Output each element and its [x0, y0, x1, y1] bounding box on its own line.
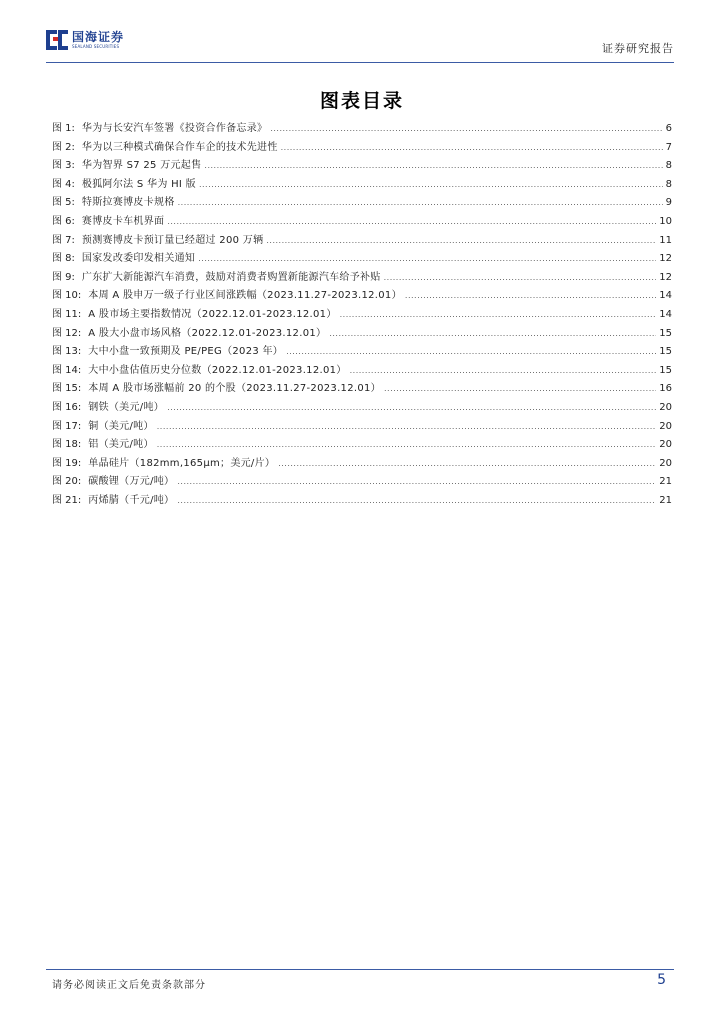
toc-figure-number: 图 8:	[52, 253, 75, 265]
toc-figure-number: 图 20:	[52, 476, 82, 488]
company-logo	[46, 28, 124, 52]
toc-dot-leader	[384, 269, 657, 288]
toc-dot-leader	[198, 250, 656, 269]
toc-page-number: 21	[659, 494, 672, 506]
toc-figure-title: 铝（美元/吨）	[88, 439, 154, 451]
toc-figure-number: 图 3:	[52, 160, 75, 172]
toc-page-number: 8	[665, 178, 672, 190]
toc-dot-leader	[177, 473, 656, 492]
toc-dot-leader	[340, 306, 657, 325]
toc-page-number: 8	[665, 160, 672, 172]
toc-dot-leader	[157, 418, 657, 437]
toc-page-number: 12	[659, 271, 672, 283]
toc-dot-leader	[281, 139, 663, 158]
toc-entry[interactable]	[52, 250, 672, 269]
toc-dot-leader	[204, 157, 662, 176]
toc-figure-number: 图 14:	[52, 364, 82, 376]
toc-figure-title: 特斯拉赛博皮卡规格	[81, 197, 175, 209]
toc-dot-leader	[177, 492, 656, 511]
toc-entry[interactable]	[52, 325, 672, 344]
toc-figure-title: 铜（美元/吨）	[88, 420, 154, 432]
toc-figure-title: 单晶硅片（182mm,165μm；美元/片）	[88, 457, 276, 469]
toc-figure-number: 图 4:	[52, 178, 75, 190]
toc-figure-number: 图 16:	[52, 401, 82, 413]
toc-figure-number: 图 19:	[52, 457, 82, 469]
toc-dot-leader	[266, 232, 656, 251]
toc-figure-number: 图 13:	[52, 346, 82, 358]
toc-dot-leader	[167, 213, 656, 232]
toc-figure-title: 广东扩大新能源汽车消费，鼓励对消费者购置新能源汽车给予补贴	[81, 271, 381, 283]
toc-figure-title: 预测赛博皮卡预订量已经超过 200 万辆	[81, 234, 264, 246]
toc-figure-number: 图 5:	[52, 197, 75, 209]
toc-page-number: 14	[659, 290, 672, 302]
toc-figure-number: 图 10:	[52, 290, 82, 302]
toc-entry[interactable]	[52, 157, 672, 176]
disclaimer-note: 请务必阅读正文后免责条款部分	[52, 980, 206, 991]
toc-page-number: 15	[659, 327, 672, 339]
toc-page-number: 20	[659, 420, 672, 432]
toc-figure-number: 图 1:	[52, 123, 75, 134]
toc-figure-title: A 股大小盘市场风格（2022.12.01-2023.12.01）	[88, 327, 327, 339]
toc-dot-leader	[178, 194, 663, 213]
toc-entry[interactable]	[52, 362, 672, 381]
toc-page-number: 20	[659, 401, 672, 413]
toc-entry[interactable]	[52, 418, 672, 437]
toc-figure-title: 赛博皮卡车机界面	[81, 215, 165, 227]
toc-figure-number: 图 12:	[52, 327, 82, 339]
toc-page-number: 9	[665, 197, 672, 209]
toc-dot-leader	[199, 176, 663, 195]
toc-page-number: 21	[659, 476, 672, 488]
toc-figure-title: 华为以三种模式确保合作车企的技术先进性	[81, 141, 278, 153]
toc-entry[interactable]	[52, 194, 672, 213]
toc-figure-title: 碳酸锂（万元/吨）	[88, 476, 175, 488]
toc-figure-title: 华为智界 S7 25 万元起售	[81, 160, 202, 172]
toc-entry[interactable]	[52, 455, 672, 474]
logo-chinese-name: 国海证券	[72, 30, 125, 44]
toc-page-number: 15	[659, 364, 672, 376]
toc-figure-title: 大中小盘估值历史分位数（2022.12.01-2023.12.01）	[88, 364, 347, 376]
toc-dot-leader	[329, 325, 656, 344]
figure-table-of-contents	[52, 120, 672, 510]
toc-entry[interactable]	[52, 176, 672, 195]
toc-entry[interactable]	[52, 380, 672, 399]
footer-divider	[46, 969, 674, 970]
toc-entry[interactable]	[52, 213, 672, 232]
logo-english-name: SEALAND SECURITIES	[72, 44, 120, 49]
toc-dot-leader	[350, 362, 657, 381]
toc-entry[interactable]	[52, 120, 672, 139]
toc-page-number: 7	[665, 141, 672, 153]
page-number: 5	[657, 972, 666, 988]
toc-figure-number: 图 21:	[52, 494, 82, 506]
toc-page-number: 20	[659, 457, 672, 469]
toc-entry[interactable]	[52, 269, 672, 288]
toc-figure-number: 图 11:	[52, 308, 82, 320]
toc-entry[interactable]	[52, 232, 672, 251]
toc-figure-title: 本周 A 股申万一级子行业区间涨跌幅（2023.11.27-2023.12.01）	[88, 290, 402, 302]
toc-figure-number: 图 17:	[52, 420, 82, 432]
toc-figure-number: 图 15:	[52, 383, 82, 395]
toc-page-number: 20	[659, 439, 672, 451]
toc-page-number: 15	[659, 346, 672, 358]
toc-entry[interactable]	[52, 287, 672, 306]
toc-figure-number: 图 6:	[52, 215, 75, 227]
toc-entry[interactable]	[52, 473, 672, 492]
toc-dot-leader	[405, 287, 656, 306]
toc-entry[interactable]	[52, 436, 672, 455]
toc-figure-number: 图 9:	[52, 271, 75, 283]
header-divider	[46, 62, 674, 63]
toc-dot-leader	[384, 380, 656, 399]
toc-figure-title: 大中小盘一致预期及 PE/PEG（2023 年）	[88, 346, 284, 358]
toc-figure-number: 图 2:	[52, 141, 75, 153]
toc-page-number: 10	[659, 215, 672, 227]
toc-dot-leader	[157, 436, 657, 455]
toc-entry[interactable]	[52, 306, 672, 325]
toc-page-number: 16	[659, 383, 672, 395]
report-type-label: 证券研究报告	[602, 42, 674, 55]
page-header	[46, 28, 674, 62]
toc-figure-title: 丙烯腈（千元/吨）	[88, 494, 175, 506]
toc-entry[interactable]	[52, 139, 672, 158]
toc-figure-title: 钢铁（美元/吨）	[88, 401, 165, 413]
sealand-logo-icon	[46, 28, 68, 52]
toc-figure-title: A 股市场主要指数情况（2022.12.01-2023.12.01）	[88, 308, 337, 320]
toc-figure-title: 极狐阿尔法 S 华为 HI 版	[81, 178, 196, 190]
toc-page-number: 6	[665, 123, 672, 134]
toc-figure-title: 本周 A 股市场涨幅前 20 的个股（2023.11.27-2023.12.01）	[88, 383, 381, 395]
toc-page-number: 14	[659, 308, 672, 320]
toc-figure-title: 国家发改委印发相关通知	[81, 253, 196, 265]
toc-figure-number: 图 18:	[52, 439, 82, 451]
toc-dot-leader	[167, 399, 656, 418]
page-title: 图表目录	[319, 90, 404, 112]
toc-page-number: 12	[659, 253, 672, 265]
toc-figure-number: 图 7:	[52, 234, 75, 246]
toc-dot-leader	[286, 343, 656, 362]
toc-entry[interactable]	[52, 399, 672, 418]
toc-figure-title: 华为与长安汽车签署《投资合作备忘录》	[81, 123, 268, 134]
toc-entry[interactable]	[52, 492, 672, 511]
toc-entry[interactable]	[52, 343, 672, 362]
toc-page-number: 11	[659, 234, 672, 246]
toc-dot-leader	[278, 455, 656, 474]
toc-dot-leader	[270, 120, 662, 139]
